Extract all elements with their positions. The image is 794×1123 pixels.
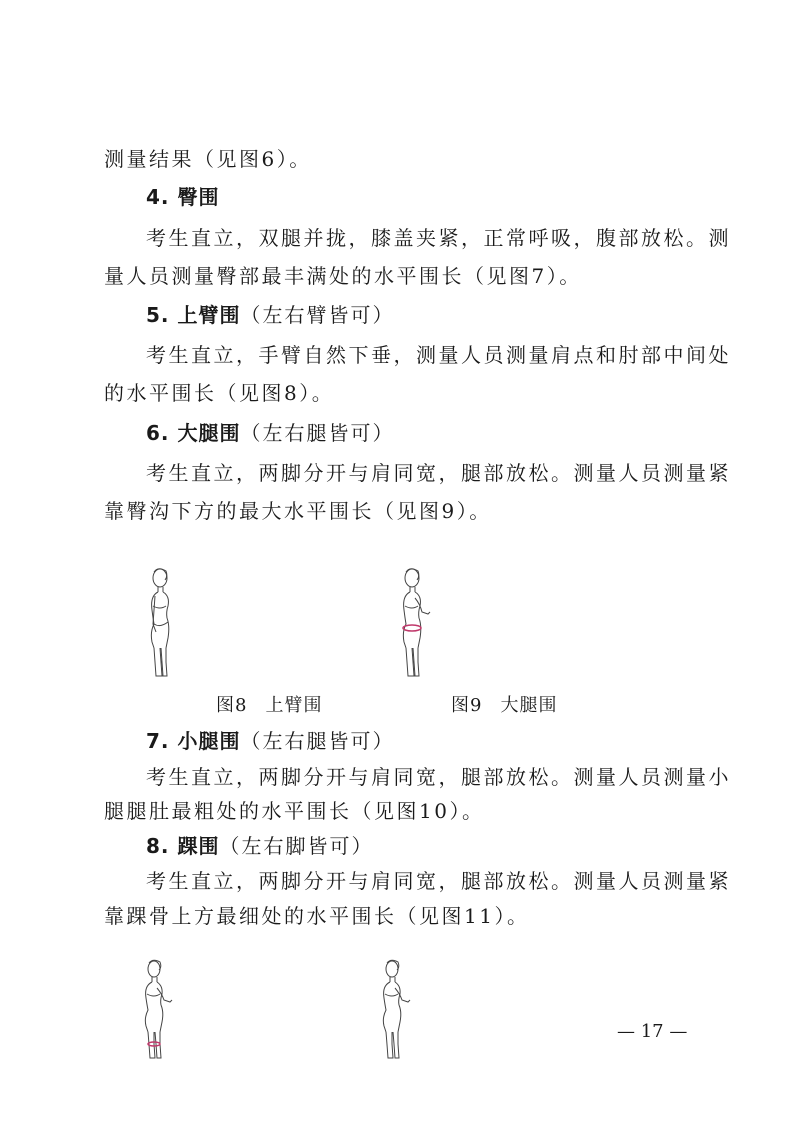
paragraph-line: 考生直立，两脚分开与肩同宽，腿部放松。测量人员测量紧 <box>146 869 731 893</box>
figure-ankle-illustration <box>370 958 446 1062</box>
heading-note: （左右臂皆可） <box>240 303 395 327</box>
paragraph-line: 量人员测量臀部最丰满处的水平围长（见图7）。 <box>104 264 582 288</box>
paragraph-line: 考生直立，双腿并拢，膝盖夹紧，正常呼吸，腹部放松。测 <box>146 226 731 250</box>
figure-upper-arm-illustration <box>128 566 198 684</box>
thigh-measure-band <box>403 625 421 631</box>
caption-number: 图9 <box>451 695 483 716</box>
section-heading-calf <box>146 728 394 754</box>
paragraph-line: 考生直立，两脚分开与肩同宽，腿部放松。测量人员测量紧 <box>146 461 731 485</box>
heading-title: 4. 臀围 <box>146 185 220 209</box>
figure-thigh-illustration <box>380 566 460 684</box>
heading-note: （左右腿皆可） <box>240 421 395 445</box>
heading-note: （左右脚皆可） <box>219 834 374 858</box>
figure-8-caption <box>216 694 322 718</box>
heading-title: 8. 踝围 <box>146 834 220 858</box>
page-number: — 17 — <box>617 1021 688 1042</box>
paragraph-line: 的水平围长（见图8）。 <box>104 381 335 405</box>
caption-number: 图8 <box>216 695 248 716</box>
heading-title: 6. 大腿围 <box>146 421 241 445</box>
figure-calf-illustration <box>124 958 200 1062</box>
heading-title: 5. 上臂围 <box>146 303 241 327</box>
paragraph-line: 考生直立，两脚分开与肩同宽，腿部放松。测量人员测量小 <box>146 765 731 789</box>
paragraph-line: 靠踝骨上方最细处的水平围长（见图11）。 <box>104 904 530 928</box>
paragraph-line: 考生直立，手臂自然下垂，测量人员测量肩点和肘部中间处 <box>146 343 731 367</box>
paragraph-line: 靠臀沟下方的最大水平围长（见图9）。 <box>104 499 492 523</box>
paragraph-line: 测量结果（见图6）。 <box>104 147 312 171</box>
caption-label: 大腿围 <box>500 695 558 716</box>
section-heading-ankle <box>146 833 373 859</box>
figure-9-caption <box>451 694 557 718</box>
section-heading-upper-arm <box>146 302 394 328</box>
caption-label: 上臂围 <box>265 695 323 716</box>
heading-title: 7. 小腿围 <box>146 729 241 753</box>
paragraph-line: 腿腿肚最粗处的水平围长（见图10）。 <box>104 799 485 823</box>
section-heading-hip <box>146 184 219 210</box>
section-heading-thigh <box>146 420 394 446</box>
heading-note: （左右腿皆可） <box>240 729 395 753</box>
